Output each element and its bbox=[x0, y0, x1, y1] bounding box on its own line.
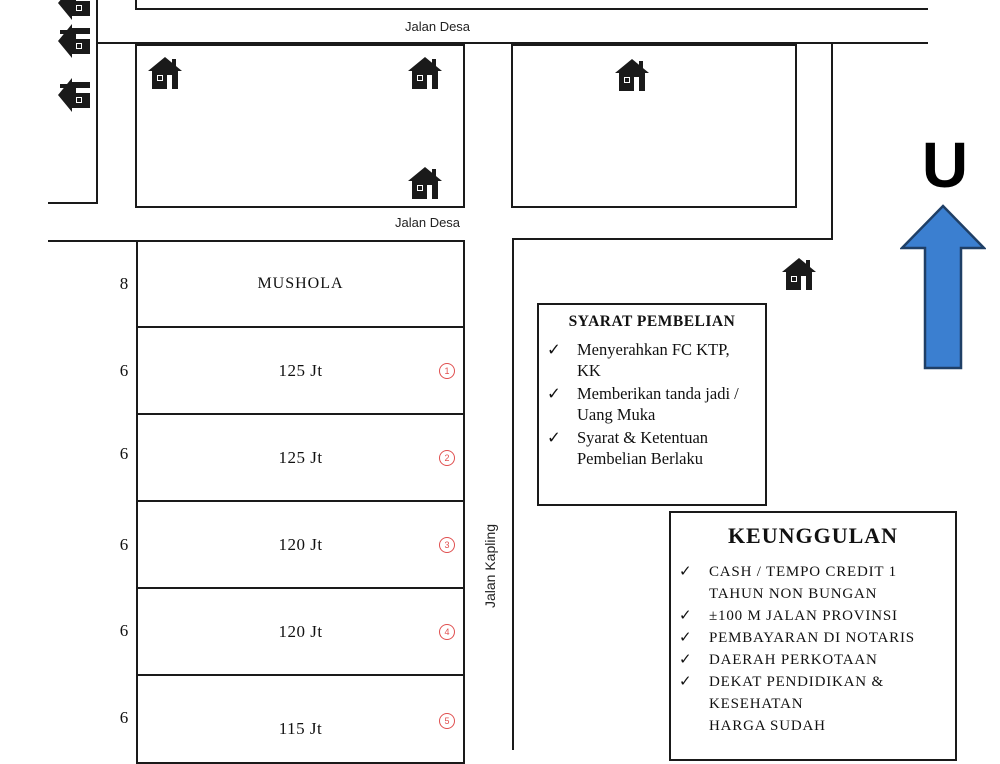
check-icon: ✓ bbox=[679, 564, 693, 580]
lot-mushola bbox=[136, 240, 465, 328]
house-icon bbox=[407, 56, 443, 90]
lot-width: 6 bbox=[119, 708, 129, 727]
lot-1 bbox=[136, 326, 465, 415]
list-item: ✓ DAERAH PERKOTAAN bbox=[679, 649, 947, 671]
house-icon bbox=[57, 0, 91, 21]
house-icon bbox=[614, 58, 650, 92]
list-item: ✓ Syarat & Ketentuan Pembelian Berlaku bbox=[547, 428, 709, 468]
list-item: ✓ CASH / TEMPO CREDIT 1 TAHUN NON BUNGAN bbox=[679, 561, 947, 605]
check-icon: ✓ bbox=[679, 652, 693, 668]
road-edge-right bbox=[831, 44, 833, 240]
syarat-title: SYARAT PEMBELIAN bbox=[568, 313, 736, 330]
north-arrow-icon bbox=[900, 204, 986, 370]
check-icon: ✓ bbox=[547, 384, 561, 403]
list-item: ✓ PEMBAYARAN DI NOTARIS bbox=[679, 627, 947, 649]
lot-4 bbox=[136, 587, 465, 676]
syarat-box bbox=[537, 303, 767, 506]
lot-number: 1 bbox=[439, 363, 455, 379]
compass-label: U bbox=[921, 129, 969, 201]
lot-width: 6 bbox=[119, 444, 129, 463]
lot-2 bbox=[136, 413, 465, 502]
house-icon bbox=[57, 77, 91, 113]
check-icon: ✓ bbox=[547, 428, 561, 447]
lot-price: 120 Jt bbox=[278, 621, 323, 641]
list-item: ✓ Memberikan tanda jadi / Uang Muka bbox=[547, 384, 739, 424]
lot-number: 4 bbox=[439, 624, 455, 640]
road-line-top bbox=[135, 0, 928, 10]
lot-price: 125 Jt bbox=[278, 447, 323, 467]
road-label-middle: Jalan Desa bbox=[395, 215, 461, 230]
lot-price: 120 Jt bbox=[278, 534, 323, 554]
lot-width: 6 bbox=[119, 361, 129, 380]
lot-5 bbox=[136, 674, 465, 764]
lot-3 bbox=[136, 500, 465, 589]
road-line-middle-right bbox=[512, 238, 833, 240]
list-item: ✓ DEKAT PENDIDIKAN & KESEHATAN bbox=[679, 671, 947, 715]
block-upper-right bbox=[511, 44, 797, 208]
road-label-top: Jalan Desa bbox=[405, 19, 471, 34]
syarat-list bbox=[547, 339, 757, 469]
lot-number: 5 bbox=[439, 713, 455, 729]
lot-width: 6 bbox=[119, 621, 129, 640]
house-icon bbox=[147, 56, 183, 90]
check-icon: ✓ bbox=[547, 340, 561, 359]
road-edge-kapling-right bbox=[512, 238, 514, 750]
road-line-middle-left bbox=[48, 240, 136, 242]
lot-width: 6 bbox=[119, 535, 129, 554]
check-icon: ✓ bbox=[679, 608, 693, 624]
lot-label: MUSHOLA bbox=[257, 275, 344, 292]
house-icon bbox=[57, 23, 91, 59]
lot-number: 2 bbox=[439, 450, 455, 466]
house-icon bbox=[407, 166, 443, 200]
lot-price: 125 Jt bbox=[278, 360, 323, 380]
road-label-kapling: Jalan Kapling bbox=[482, 523, 498, 609]
keunggulan-list bbox=[679, 561, 947, 737]
list-item: ✓ ±100 M JALAN PROVINSI bbox=[679, 605, 947, 627]
list-item: ✓ Menyerahkan FC KTP, KK bbox=[547, 340, 730, 380]
lot-width: 8 bbox=[119, 274, 129, 293]
lot-number: 3 bbox=[439, 537, 455, 553]
keunggulan-box bbox=[669, 511, 957, 761]
list-item: HARGA SUDAH bbox=[709, 718, 826, 734]
keunggulan-title: KEUNGGULAN bbox=[727, 523, 899, 548]
house-icon bbox=[781, 257, 817, 291]
check-icon: ✓ bbox=[679, 630, 693, 646]
check-icon: ✓ bbox=[679, 674, 693, 690]
lot-price: 115 Jt bbox=[278, 719, 323, 738]
